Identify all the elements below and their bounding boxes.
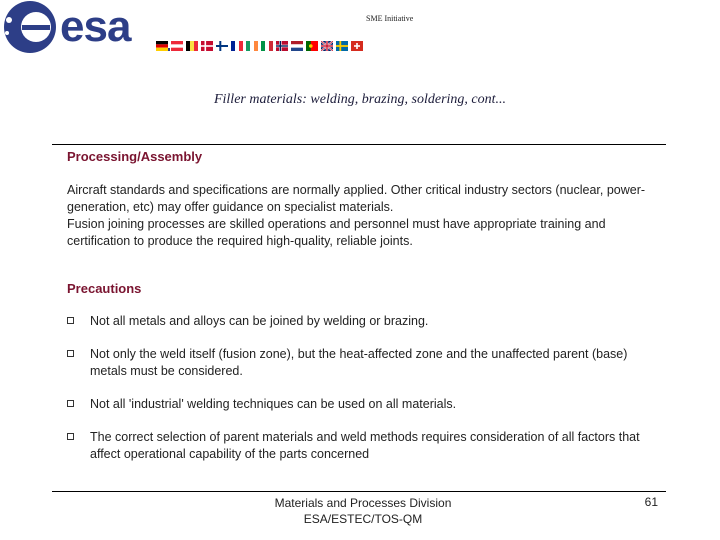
esa-logo-mark	[0, 0, 60, 56]
list-item-text: Not all 'industrial' welding techniques can be used on all materials.	[90, 397, 457, 411]
netherlands-flag	[291, 41, 303, 51]
list-item	[67, 346, 667, 380]
section-heading-precautions: Precautions	[67, 281, 142, 296]
footer	[248, 495, 478, 527]
square-bullet-icon	[67, 350, 74, 357]
processing-paragraphs	[67, 182, 657, 250]
paragraph: Aircraft standards and specifications are normally applied. Other critical industry sectors (nuclear, power-generation, etc) may offer guidance on specialist materials.	[67, 183, 646, 214]
united-kingdom-flag	[321, 41, 333, 51]
ireland-flag	[246, 41, 258, 51]
finland-flag	[216, 41, 228, 51]
square-bullet-icon	[67, 317, 74, 324]
italy-flag	[261, 41, 273, 51]
bottom-divider	[52, 491, 666, 492]
norway-flag	[276, 41, 288, 51]
belgium-flag	[186, 41, 198, 51]
precautions-list	[67, 313, 667, 463]
list-item-text: The correct selection of parent materials and weld methods requires consideration of all factors that affect operational capability of the parts concerned	[90, 430, 640, 461]
header-label: SME Initiative	[366, 14, 414, 23]
list-item-text: Not all metals and alloys can be joined by welding or brazing.	[90, 314, 429, 328]
switzerland-flag	[351, 41, 363, 51]
slide-title: Filler materials: welding, brazing, soldering, cont...	[213, 92, 507, 107]
list-item	[67, 396, 667, 413]
section-heading-processing: Processing/Assembly	[67, 149, 203, 164]
austria-flag	[171, 41, 183, 51]
page-number: 61	[644, 495, 658, 509]
list-item	[67, 429, 667, 463]
square-bullet-icon	[67, 433, 74, 440]
portugal-flag	[306, 41, 318, 51]
paragraph: Fusion joining processes are skilled operations and personnel must have appropriate training and certification to produce the required high-quality, reliable joints.	[67, 217, 606, 248]
germany-flag	[156, 41, 168, 51]
top-divider	[52, 144, 666, 145]
france-flag	[231, 41, 243, 51]
esa-logo	[0, 0, 165, 56]
esa-logo-text: esa	[60, 2, 131, 51]
footer-department: ESA/ESTEC/TOS-QM	[303, 512, 423, 526]
list-item-text: Not only the weld itself (fusion zone), but the heat-affected zone and the unaffected parent (base) metals must be considered.	[90, 347, 628, 378]
square-bullet-icon	[67, 400, 74, 407]
member-state-flags	[156, 41, 363, 51]
list-item	[67, 313, 667, 330]
sweden-flag	[336, 41, 348, 51]
footer-division: Materials and Processes Division	[274, 496, 452, 510]
denmark-flag	[201, 41, 213, 51]
